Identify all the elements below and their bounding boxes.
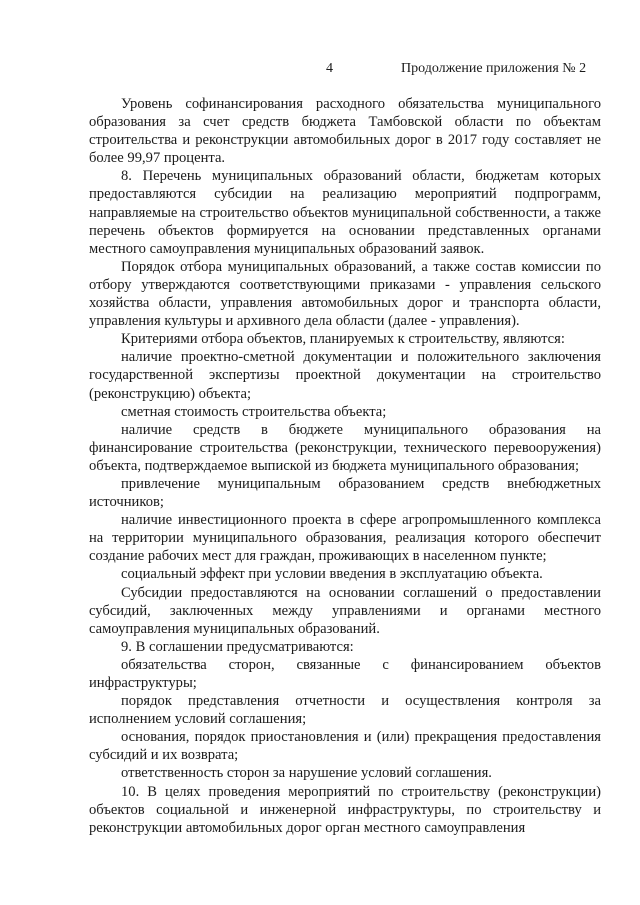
- criterion-investment-project: наличие инвестиционного проекта в сфере агропромышленного комплекса на территории муниципального образования, реализация которого обеспечит создание рабочих мест для граждан, проживающих в населенном пункте;: [89, 512, 601, 565]
- page-number: 4: [326, 61, 333, 76]
- paragraph-subsidies-agreements: Субсидии предоставляются на основании соглашений о предоставлении субсидий, заключенных между управлениями и органами местного самоуправления муниципальных образований.: [89, 584, 601, 637]
- agreement-item-liability: ответственность сторон за нарушение условий соглашения.: [121, 765, 492, 782]
- paragraph-8-municipalities-list: 8. Перечень муниципальных образований области, бюджетам которых предоставляются субсидии на реализацию мероприятий подпрограмм, направляемые на строительство объектов муниципальной собственности, а также перечень объектов формируется на основании представленных органами местного самоуправления муниципальных образований заявок.: [89, 168, 601, 257]
- paragraph-9-agreement-contents: 9. В соглашении предусматриваются:: [121, 638, 354, 655]
- agreement-item-obligations: обязательства сторон, связанные с финансированием объектов инфраструктуры;: [89, 656, 601, 691]
- paragraph-selection-criteria: Критериями отбора объектов, планируемых к строительству, являются:: [121, 331, 565, 348]
- paragraph-10-activities: 10. В целях проведения мероприятий по строительству (реконструкции) объектов социальной и инженерной инфраструктуры, по строительству и реконструкции автомобильных дорог орган местного самоуправления: [89, 783, 601, 836]
- continuation-label: Продолжение приложения № 2: [401, 61, 587, 76]
- paragraph-selection-procedure: Порядок отбора муниципальных образований, а также состав комиссии по отбору утверждаются соответствующими приказами - управления сельского хозяйства области, управления автомобильных дорог и транспорта области, управления культуры и архивного дела области (далее - управления).: [89, 258, 601, 330]
- criterion-social-effect: социальный эффект при условии введения в эксплуатацию объекта.: [121, 566, 543, 583]
- paragraph-cofinancing-level: Уровень софинансирования расходного обязательства муниципального образования за счет средств бюджета Тамбовской области по объектам строительства и реконструкции автомобильных дорог в 2017 году составляет не более 99,97 процента.: [89, 96, 601, 167]
- agreement-item-suspension: основания, порядок приостановления и (или) прекращения предоставления субсидий и их возврата;: [89, 729, 601, 764]
- criterion-estimated-cost: сметная стоимость строительства объекта;: [121, 403, 387, 420]
- document-body: [89, 95, 601, 837]
- criterion-design-documentation: наличие проектно-сметной документации и положительного заключения государственной экспертизы проектной документации на строительство (реконструкцию) объекта;: [89, 349, 601, 402]
- criterion-extrabudgetary-funds: привлечение муниципальным образованием средств внебюджетных источников;: [89, 475, 601, 511]
- agreement-item-reporting: порядок представления отчетности и осуществления контроля за исполнением условий соглашения;: [89, 693, 601, 728]
- criterion-budget-funds: наличие средств в бюджете муниципального образования на финансирование строительства (реконструкции, технического перевооружения) объекта, подтверждаемое выпиской из бюджета муниципального образования;: [89, 421, 601, 474]
